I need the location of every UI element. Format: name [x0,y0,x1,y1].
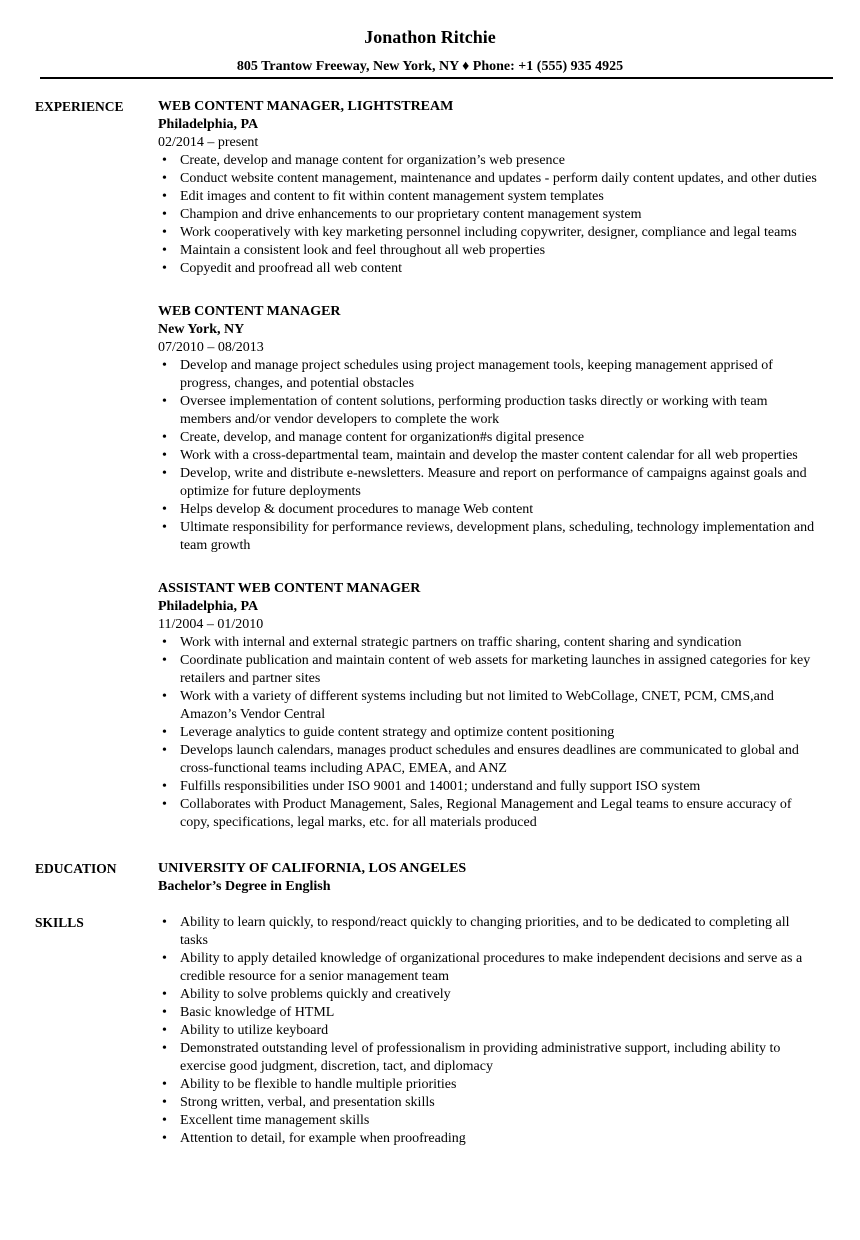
bullet-item: • Create, develop, and manage content for organization#s digital presence [158,429,818,447]
bullet-item: • Ultimate responsibility for performance reviews, development plans, scheduling, technology implementation and team growth [158,519,818,555]
section-label: EXPERIENCE [35,99,124,114]
jobs-list [158,98,818,832]
job-location: Philadelphia, PA [158,599,259,614]
bullet-item: • Conduct website content management, maintenance and updates - perform daily content updates, and other duties [158,170,818,188]
skill-item: • Demonstrated outstanding level of professionalism in providing administrative support, including ability to exercise good judgment, discretion, tact, and diplomacy [158,1040,818,1076]
contact-info: 805 Trantow Freeway, New York, NY ♦ Phone: +1 (555) 935 4925 [236,59,624,74]
skill-item: • Strong written, verbal, and presentation skills [158,1094,818,1112]
resume-name: Jonathon Ritchie [364,27,496,47]
bullet-item: • Develop, write and distribute e-newsletters. Measure and report on performance of campaigns against goals and optimize for future deployments [158,465,818,501]
education-section [0,860,860,896]
bullet-item: • Fulfills responsibilities under ISO 9001 and 14001; understand and fully support ISO system [158,778,818,796]
bullet-item: • Work with a cross-departmental team, maintain and develop the master content calendar for all web properties [158,447,818,465]
job-entry [158,580,818,832]
bullet-item: • Edit images and content to fit within content management system templates [158,188,818,206]
bullet-item: • Champion and drive enhancements to our proprietary content management system [158,206,818,224]
section-label: SKILLS [35,915,84,930]
job-location: New York, NY [158,322,245,337]
job-title: WEB CONTENT MANAGER, LIGHTSTREAM [158,99,454,114]
bullet-item: • Helps develop & document procedures to manage Web content [158,501,818,519]
bullet-item: • Work cooperatively with key marketing personnel including copywriter, designer, compliance and legal teams [158,224,818,242]
bullet-item: • Coordinate publication and maintain content of web assets for marketing launches in assigned categories for key retailers and partner sites [158,652,818,688]
school-name: UNIVERSITY OF CALIFORNIA, LOS ANGELES [158,861,467,876]
job-entry [158,303,818,555]
job-title: WEB CONTENT MANAGER [158,304,341,319]
bullet-item: • Copyedit and proofread all web content [158,260,818,278]
skill-item: • Ability to learn quickly, to respond/react quickly to changing priorities, and to be dedicated to completing all tasks [158,914,818,950]
degree: Bachelor’s Degree in English [158,879,331,894]
bullet-item: • Work with a variety of different systems including but not limited to WebCollage, CNET, PCM, CMS,and Amazon’s Vendor Central [158,688,818,724]
job-title: ASSISTANT WEB CONTENT MANAGER [158,581,421,596]
bullet-item: • Develop and manage project schedules using project management tools, keeping management apprised of progress, changes, and potential obstacles [158,357,818,393]
job-bullets [158,152,818,278]
header-divider [40,77,833,79]
job-location: Philadelphia, PA [158,117,259,132]
bullet-item: • Maintain a consistent look and feel throughout all web properties [158,242,818,260]
skill-item: • Attention to detail, for example when proofreading [158,1130,818,1148]
job-dates: 11/2004 – 01/2010 [158,617,264,632]
bullet-item: • Collaborates with Product Management, Sales, Regional Management and Legal teams to ensure accuracy of copy, specifications, legal marks, etc. for all materials produced [158,796,818,832]
skill-item: • Ability to be flexible to handle multiple priorities [158,1076,818,1094]
skills-list [158,914,818,1148]
job-bullets [158,357,818,555]
job-dates: 02/2014 – present [158,135,259,150]
bullet-item: • Create, develop and manage content for organization’s web presence [158,152,818,170]
job-bullets [158,634,818,832]
skill-item: • Ability to utilize keyboard [158,1022,818,1040]
experience-section [0,98,860,832]
skill-item: • Basic knowledge of HTML [158,1004,818,1022]
job-dates: 07/2010 – 08/2013 [158,340,264,355]
bullet-item: • Develops launch calendars, manages product schedules and ensures deadlines are communicated to global and cross-functional teams including APAC, EMEA, and ANZ [158,742,818,778]
bullet-item: • Oversee implementation of content solutions, performing production tasks directly or working with team members and/or vendor developers to complete the work [158,393,818,429]
bullet-item: • Work with internal and external strategic partners on traffic sharing, content sharing and syndication [158,634,818,652]
skill-item: • Excellent time management skills [158,1112,818,1130]
resume-body [0,98,860,1148]
skill-item: • Ability to solve problems quickly and creatively [158,986,818,1004]
bullet-item: • Leverage analytics to guide content strategy and optimize content positioning [158,724,818,742]
section-label: EDUCATION [35,861,117,876]
skills-section [0,914,860,1148]
job-entry [158,98,818,278]
skill-item: • Ability to apply detailed knowledge of organizational procedures to make independent decisions and serve as a credible resource for a senior management team [158,950,818,986]
